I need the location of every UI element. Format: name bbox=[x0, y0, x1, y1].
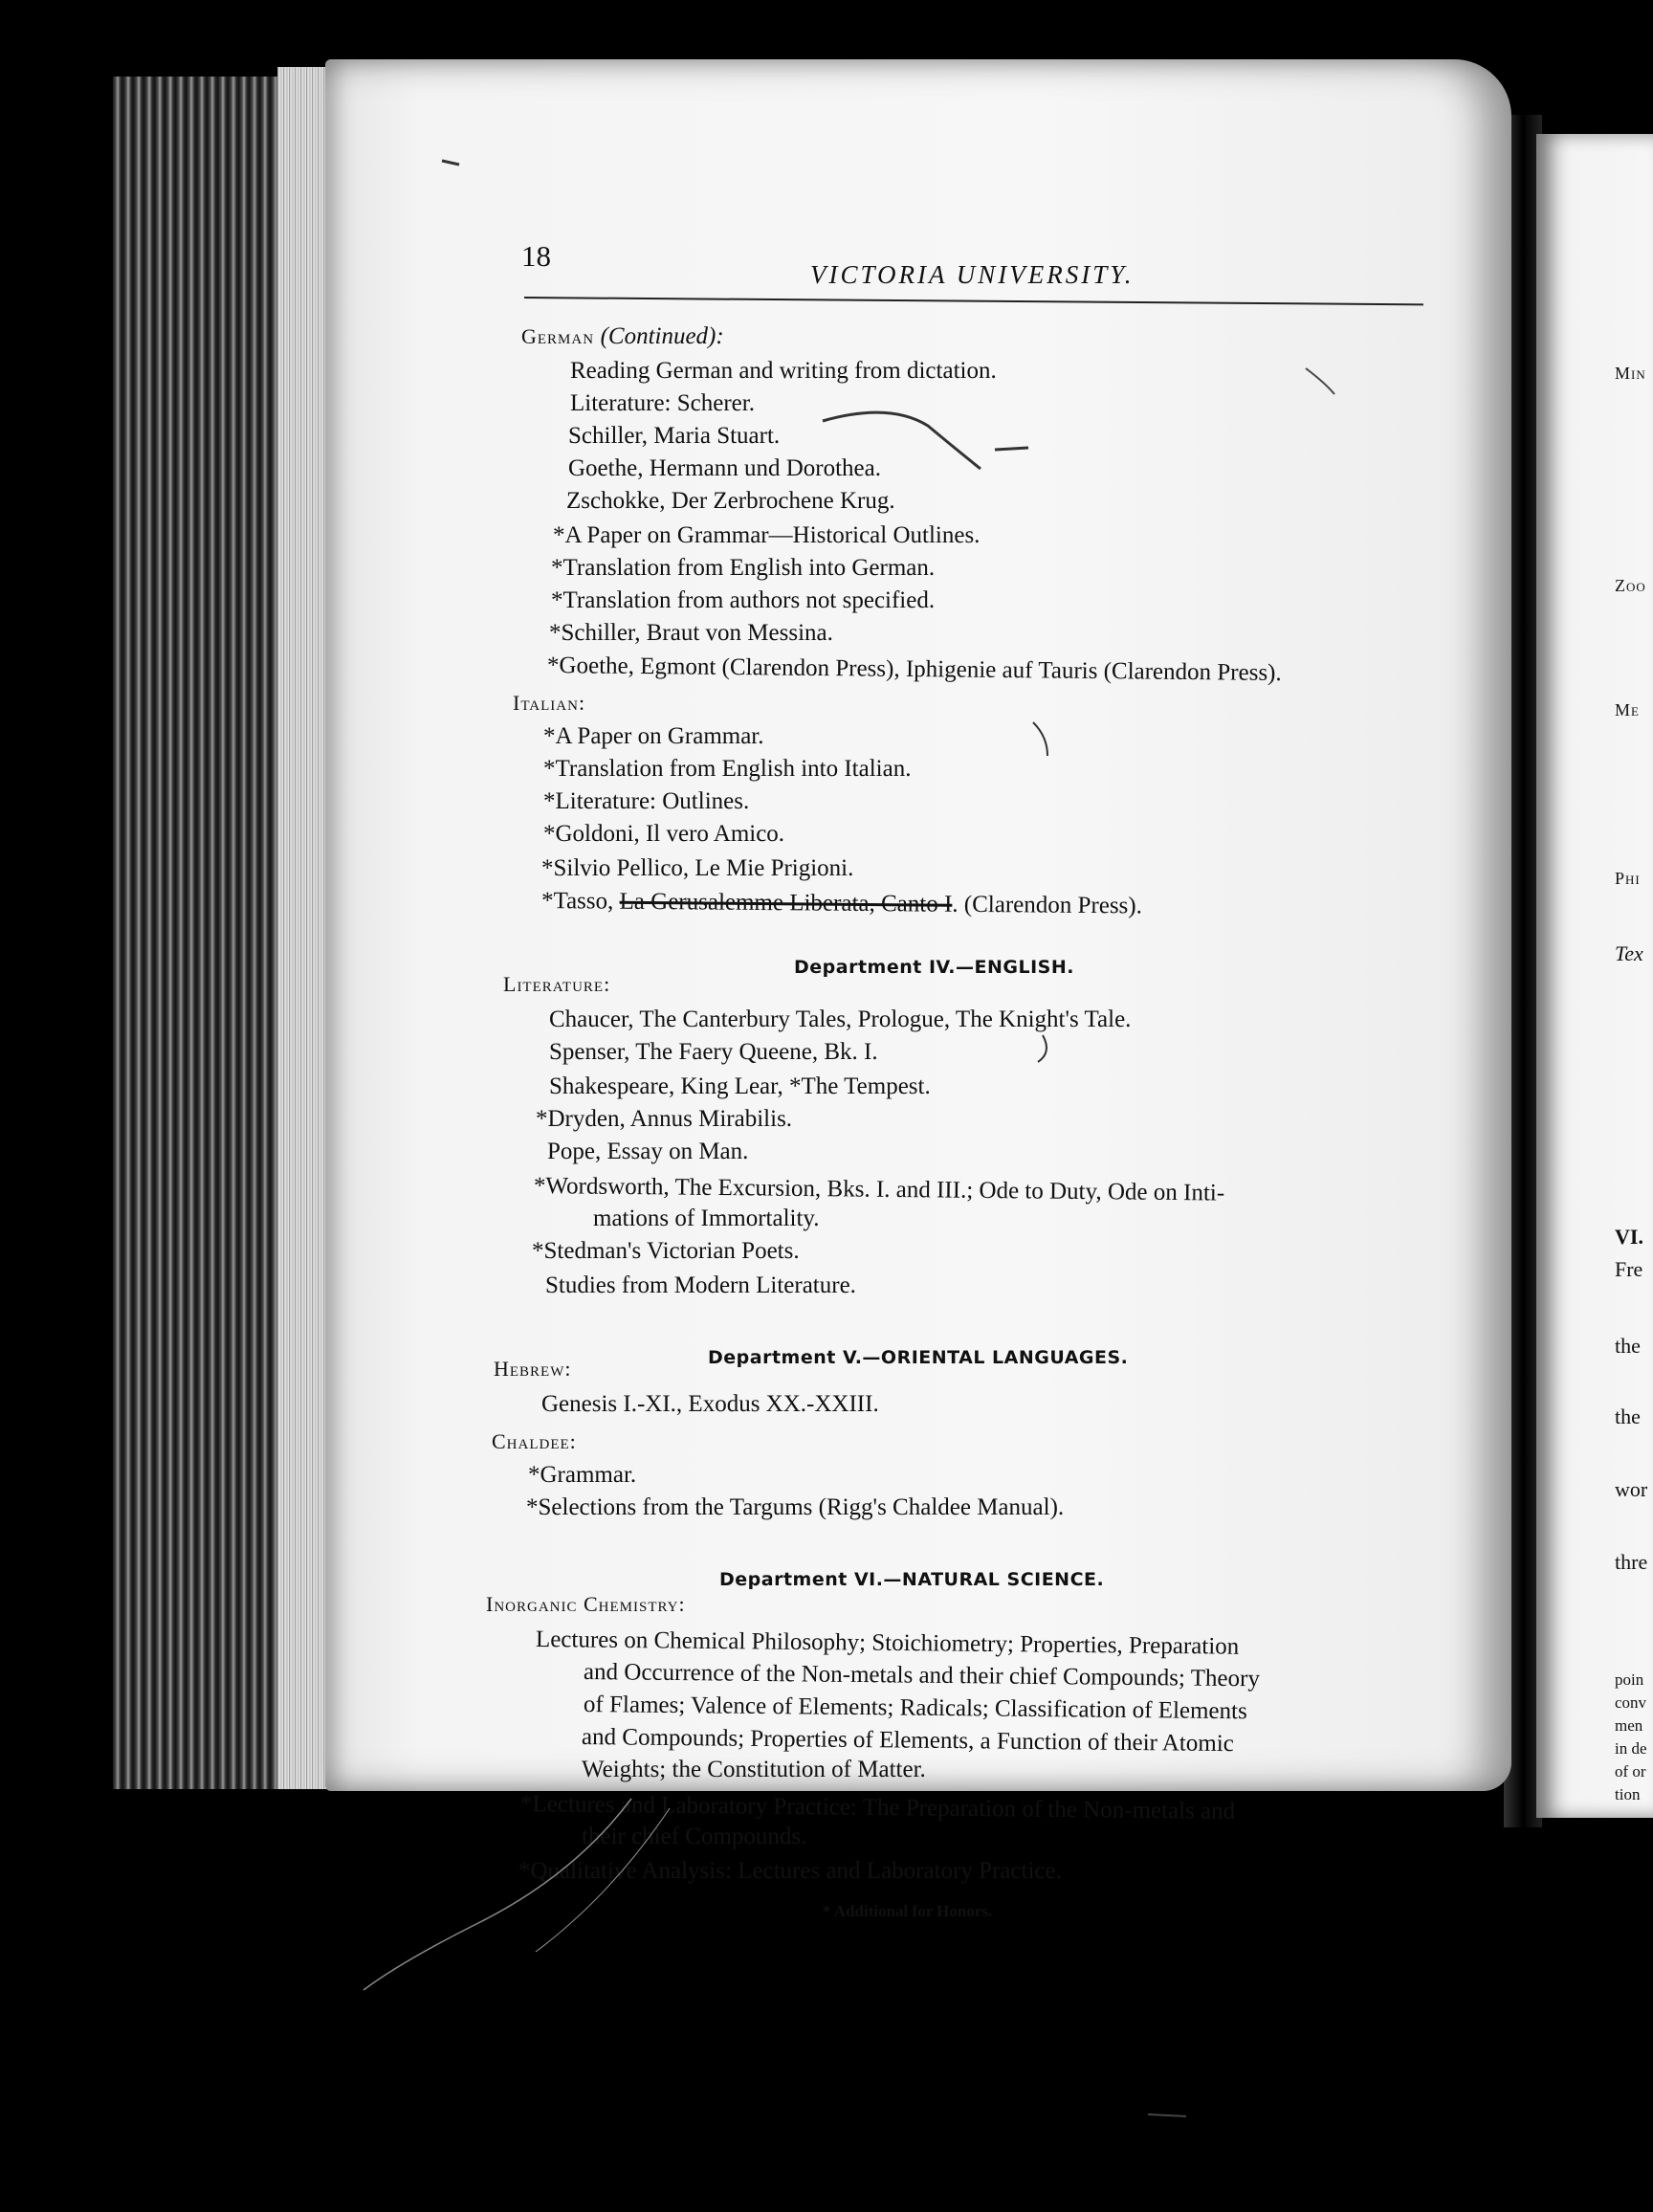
page-number: 18 bbox=[521, 239, 551, 273]
scratch-1 bbox=[442, 161, 459, 165]
facing-fragment-7: Fre bbox=[1615, 1257, 1643, 1281]
german-line-8: *Translation from authors not specified. bbox=[551, 587, 936, 613]
chem-line-7: their chief Compounds. bbox=[582, 1824, 807, 1849]
facing-fragment-8: the bbox=[1615, 1334, 1641, 1358]
facing-fragment-10: wor bbox=[1615, 1477, 1648, 1501]
facing-fragment-9: the bbox=[1615, 1405, 1641, 1428]
lit-line-1: Chaucer, The Canterbury Tales, Prologue, The Knight's Tale. bbox=[549, 1006, 1132, 1032]
italian-line-3: *Literature: Outlines. bbox=[543, 788, 750, 814]
pencil-mark-4 bbox=[1033, 722, 1047, 756]
facing-fragment-12: poin bbox=[1615, 1670, 1644, 1689]
facing-fragment-11: thre bbox=[1615, 1550, 1648, 1574]
lit-line-9: Studies from Modern Literature. bbox=[545, 1272, 856, 1298]
german-line-4: Goethe, Hermann und Dorothea. bbox=[568, 455, 881, 481]
lit-line-4: *Dryden, Annus Mirabilis. bbox=[536, 1106, 793, 1132]
chaldee-heading: Chaldee: bbox=[492, 1429, 577, 1453]
pencil-mark-3 bbox=[1306, 368, 1334, 394]
scratch-3 bbox=[536, 1808, 670, 1952]
chem-line-5: Weights; the Constitution of Matter. bbox=[582, 1757, 926, 1782]
scratch-4 bbox=[1148, 2114, 1186, 2116]
lit-line-8: *Stedman's Victorian Poets. bbox=[532, 1238, 800, 1264]
scratch-2 bbox=[364, 1799, 631, 1990]
german-line-2: Literature: Scherer. bbox=[570, 390, 755, 416]
lit-line-5: Pope, Essay on Man. bbox=[547, 1139, 749, 1164]
tasso-struck-title: La Gerusalemme Liberata, Canto I bbox=[619, 888, 953, 918]
running-title: VICTORIA UNIVERSITY. bbox=[810, 260, 1135, 289]
italian-line-1: *A Paper on Grammar. bbox=[543, 723, 764, 749]
lit-line-6: *Wordsworth, The Excursion, Bks. I. and III.; Ode to Duty, Ode on Inti- bbox=[533, 1173, 1225, 1206]
facing-fragment-14: men bbox=[1615, 1716, 1643, 1735]
facing-fragment-6: VI. bbox=[1615, 1225, 1643, 1249]
german-line-9: *Schiller, Braut von Messina. bbox=[549, 620, 833, 646]
german-line-1: Reading German and writing from dictation. bbox=[570, 358, 997, 384]
pencil-mark-2 bbox=[995, 448, 1028, 450]
tasso-prefix: *Tasso, bbox=[540, 888, 620, 915]
italian-line-2: *Translation from English into Italian. bbox=[543, 756, 912, 782]
facing-fragment-2: Zoo bbox=[1615, 576, 1646, 595]
facing-fragment-17: tion bbox=[1615, 1785, 1641, 1803]
german-heading-label: German bbox=[521, 324, 595, 348]
german-line-7: *Translation from English into German. bbox=[551, 555, 936, 581]
chaldee-line-1: *Grammar. bbox=[528, 1462, 637, 1488]
pencil-mark-5 bbox=[1038, 1035, 1047, 1062]
facing-fragment-4: Phi bbox=[1615, 869, 1641, 888]
facing-fragment-16: of or bbox=[1615, 1762, 1646, 1781]
facing-fragment-3: Me bbox=[1615, 700, 1640, 719]
lit-line-7: mations of Immortality. bbox=[593, 1206, 820, 1231]
pencil-mark-1 bbox=[823, 412, 981, 469]
italian-line-4: *Goldoni, Il vero Amico. bbox=[543, 821, 785, 847]
dept4-title: Department IV.—ENGLISH. bbox=[794, 957, 1074, 978]
chem-line-2: and Occurrence of the Non-metals and their chief Compounds; Theory bbox=[583, 1659, 1261, 1692]
italian-heading: Italian: bbox=[513, 691, 586, 715]
chem-line-8: *Qualitative Analysis: Lectures and Laboratory Practice. bbox=[518, 1858, 1062, 1884]
dept5-title: Department V.—ORIENTAL LANGUAGES. bbox=[708, 1347, 1129, 1368]
chem-line-6: *Lectures and Laboratory Practice: The Preparation of the Non-metals and bbox=[519, 1791, 1236, 1825]
tasso-suffix: . (Clarendon Press). bbox=[952, 891, 1143, 919]
lit-line-2: Spenser, The Faery Queene, Bk. I. bbox=[549, 1039, 878, 1065]
facing-fragment-15: in de bbox=[1615, 1739, 1647, 1758]
dept6-title: Department VI.—NATURAL SCIENCE. bbox=[719, 1569, 1105, 1590]
chem-line-1: Lectures on Chemical Philosophy; Stoichiometry; Properties, Preparation bbox=[535, 1626, 1240, 1660]
facing-fragment-5: Tex bbox=[1615, 941, 1643, 965]
german-line-10: *Goethe, Egmont (Clarendon Press), Iphigenie auf Tauris (Clarendon Press). bbox=[546, 653, 1282, 687]
footnote: * Additional for Honors. bbox=[823, 1902, 993, 1920]
german-line-5: Zschokke, Der Zerbrochene Krug. bbox=[566, 488, 895, 514]
chem-line-4: and Compounds; Properties of Elements, a Function of their Atomic bbox=[581, 1724, 1234, 1758]
facing-fragment-1: Min bbox=[1615, 364, 1646, 383]
chemistry-heading: Inorganic Chemistry: bbox=[486, 1592, 686, 1616]
facing-fragment-13: conv bbox=[1615, 1693, 1647, 1712]
hebrew-line-1: Genesis I.-XI., Exodus XX.-XXIII. bbox=[541, 1391, 879, 1417]
chem-line-3: of Flames; Valence of Elements; Radicals; Classification of Elements bbox=[583, 1692, 1247, 1725]
german-line-3: Schiller, Maria Stuart. bbox=[568, 423, 781, 449]
chaldee-line-2: *Selections from the Targums (Rigg's Chaldee Manual). bbox=[526, 1494, 1065, 1520]
italian-line-5: *Silvio Pellico, Le Mie Prigioni. bbox=[541, 855, 854, 881]
german-line-6: *A Paper on Grammar—Historical Outlines. bbox=[553, 522, 981, 548]
literature-heading: Literature: bbox=[503, 972, 611, 996]
german-heading-sub: (Continued): bbox=[600, 323, 724, 349]
lit-line-3: Shakespeare, King Lear, *The Tempest. bbox=[549, 1073, 931, 1099]
hebrew-heading: Hebrew: bbox=[494, 1357, 572, 1381]
